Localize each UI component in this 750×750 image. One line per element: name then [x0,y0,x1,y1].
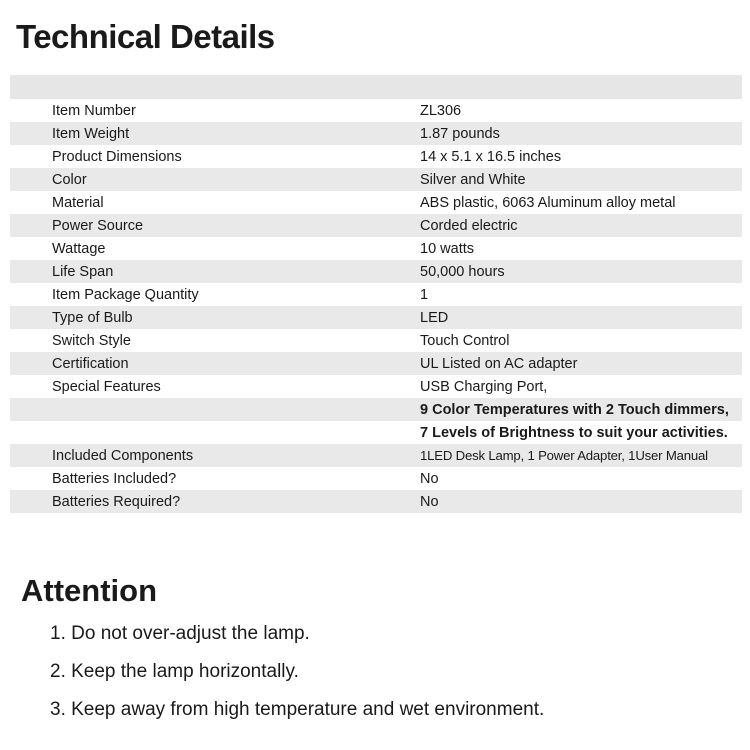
attention-item: 3. Keep away from high temperature and wet environment. [50,699,545,720]
row-label: Certification [52,355,129,372]
attention-title: Attention [21,573,158,608]
table-row [10,490,742,513]
row-value: USB Charging Port, [420,378,548,395]
attention-item: 1. Do not over-adjust the lamp. [50,623,310,644]
row-value: 1LED Desk Lamp, 1 Power Adapter, 1User Manual [420,448,708,463]
table-row [10,145,742,168]
row-label: Product Dimensions [52,148,182,165]
row-value: Touch Control [420,332,510,349]
table-row [10,191,742,214]
row-value: No [420,493,439,510]
row-value: 1 [420,286,429,303]
row-label: Included Components [52,447,194,464]
attention-list [50,621,544,735]
row-value: ZL306 [420,102,462,119]
table-row [10,421,742,444]
row-value: 9 Color Temperatures with 2 Touch dimmers, [420,401,729,418]
row-value: Corded electric [420,217,518,234]
row-value: LED [420,309,449,326]
row-label: Life Span [52,263,114,280]
row-value: 1.87 pounds [420,125,500,142]
row-label: Special Features [52,378,161,395]
row-value: 7 Levels of Brightness to suit your activities. [420,424,728,441]
technical-details-title: Technical Details [16,18,275,55]
table-row [10,329,742,352]
table-body [10,99,742,513]
table-row [10,168,742,191]
row-value: Silver and White [420,171,526,188]
row-value: 10 watts [420,240,474,257]
row-label: Batteries Included? [52,470,177,487]
row-value: 50,000 hours [420,263,505,280]
table-header-bar [10,75,742,99]
row-label: Color [52,171,87,188]
table-row [10,398,742,421]
attention-item: 2. Keep the lamp horizontally. [50,661,299,682]
row-label: Item Package Quantity [52,286,199,303]
technical-details-table [10,75,742,513]
row-value: ABS plastic, 6063 Aluminum alloy metal [420,194,676,211]
table-row [10,122,742,145]
table-row [10,260,742,283]
table-row [10,283,742,306]
row-label: Power Source [52,217,144,234]
row-label: Material [52,194,104,211]
table-row [10,99,742,122]
row-label: Switch Style [52,332,131,349]
table-row [10,214,742,237]
row-label: Item Weight [52,125,130,142]
row-label: Type of Bulb [52,309,133,326]
row-value: No [420,470,439,487]
row-label: Wattage [52,240,106,257]
table-row [10,444,742,467]
row-label: Batteries Required? [52,493,181,510]
row-value: UL Listed on AC adapter [420,355,578,372]
table-row [10,352,742,375]
table-row [10,467,742,490]
row-value: 14 x 5.1 x 16.5 inches [420,148,562,165]
table-row [10,306,742,329]
row-label: Item Number [52,102,136,119]
table-row [10,237,742,260]
table-row [10,375,742,398]
